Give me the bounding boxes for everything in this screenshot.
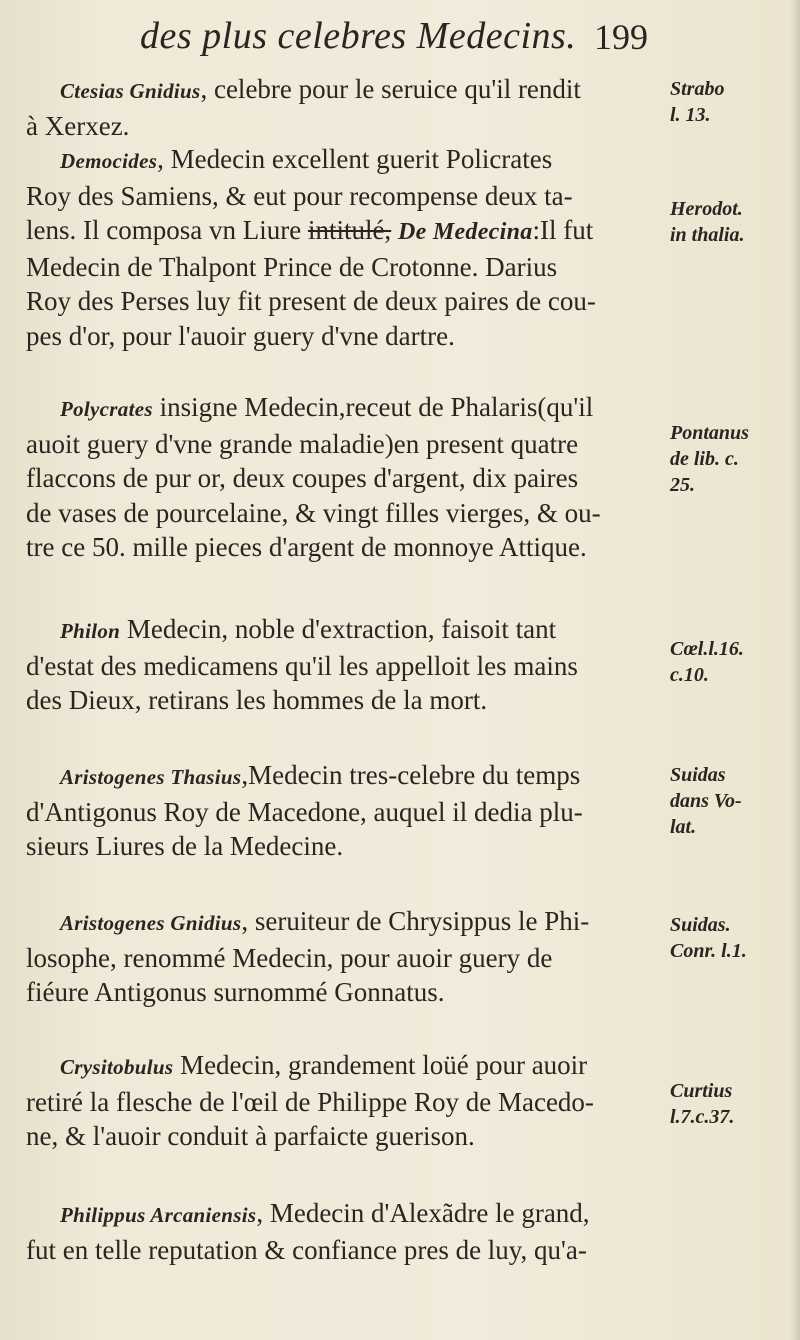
entry-line: des Dieux, retirans les hommes de la mort. bbox=[26, 685, 488, 715]
note-line: Curtius bbox=[670, 1080, 733, 1102]
margin-note bbox=[670, 912, 795, 964]
note-line: Suidas. bbox=[670, 914, 731, 936]
entry-text: , Medecin d'Alexãdre le grand, bbox=[256, 1198, 590, 1228]
entry-line bbox=[26, 612, 666, 649]
physician-name: Aristogenes Gnidius bbox=[60, 911, 242, 935]
entry-democides bbox=[26, 142, 666, 353]
entry-line bbox=[26, 72, 666, 109]
entry-line: d'Antigonus Roy de Macedone, auquel il dedia plu- bbox=[26, 796, 583, 827]
note-line: 25. bbox=[670, 474, 695, 496]
margin-note bbox=[670, 420, 795, 498]
entry-text: lens. Il composa vn Liure bbox=[26, 215, 302, 245]
physician-name: Aristogenes Thasius bbox=[60, 765, 242, 789]
note-line: in thalia. bbox=[670, 224, 745, 246]
note-line: l.7.c.37. bbox=[670, 1106, 735, 1128]
entry-text: insigne Medecin,receut de Phalaris(qu'il bbox=[152, 392, 594, 422]
entry-aristogenes-gnidius bbox=[26, 904, 666, 1010]
entry-philon bbox=[26, 612, 666, 718]
running-title: des plus celebres Medecins. bbox=[140, 15, 577, 57]
note-line: Strabo bbox=[670, 78, 725, 100]
entry-line: auoit guery d'vne grande maladie)en present quatre bbox=[26, 428, 579, 459]
physician-name: Philon bbox=[60, 619, 121, 643]
entry-text: ,Medecin tres-celebre du temps bbox=[241, 760, 581, 790]
entry-polycrates bbox=[26, 390, 666, 565]
entry-text: , Medecin excellent guerit Policrates bbox=[157, 144, 553, 174]
page-number: 199 bbox=[594, 17, 648, 57]
entry-line: Roy des Perses luy fit present de deux paires de cou- bbox=[26, 286, 596, 316]
entry-line: sieurs Liures de la Medecine. bbox=[26, 831, 344, 861]
entry-ctesias bbox=[26, 72, 666, 143]
entry-line: fiéure Antigonus surnommé Gonnatus. bbox=[26, 977, 445, 1007]
margin-note bbox=[670, 762, 795, 840]
entry-line bbox=[26, 390, 666, 427]
entry-line: d'estat des medicamens qu'il les appelloit les mains bbox=[26, 650, 578, 681]
note-line: c.10. bbox=[670, 664, 709, 686]
entry-line: retiré la flesche de l'œil de Philippe Roy de Macedo- bbox=[26, 1086, 594, 1117]
entry-aristogenes-thasius bbox=[26, 758, 666, 864]
note-line: Conr. l.1. bbox=[670, 940, 747, 962]
entry-line: flaccons de pur or, deux coupes d'argent, dix paires bbox=[26, 463, 579, 493]
note-line: dans Vo- bbox=[670, 790, 742, 812]
entry-text: Medecin, noble d'extraction, faisoit tant bbox=[120, 614, 557, 644]
entry-line: de vases de pourcelaine, & vingt filles vierges, & ou- bbox=[26, 497, 601, 528]
entry-line: pes d'or, pour l'auoir guery d'vne dartre. bbox=[26, 320, 455, 351]
physician-name: Democides bbox=[60, 149, 158, 173]
physician-name: Ctesias Gnidius bbox=[60, 79, 201, 103]
note-line: Cœl.l.16. bbox=[670, 638, 744, 660]
physician-name: Polycrates bbox=[60, 397, 153, 421]
margin-note bbox=[670, 196, 795, 248]
entry-line: tre ce 50. mille pieces d'argent de monnoye Attique. bbox=[26, 532, 587, 562]
note-line: Pontanus bbox=[670, 422, 749, 444]
entry-line bbox=[26, 1196, 666, 1233]
entry-crysitobulus bbox=[26, 1048, 666, 1154]
entry-line bbox=[26, 1048, 666, 1085]
entry-line: ne, & l'auoir conduit à parfaicte guerison. bbox=[26, 1121, 475, 1151]
entry-line: à Xerxez. bbox=[26, 110, 130, 141]
entry-text: , celebre pour le seruice qu'il rendit bbox=[200, 74, 581, 104]
entry-philippus bbox=[26, 1196, 666, 1267]
margin-note bbox=[670, 1078, 795, 1130]
note-line: Suidas bbox=[670, 764, 726, 786]
book-title: De Medecina bbox=[397, 219, 533, 245]
note-line: lat. bbox=[670, 816, 697, 838]
struck-word: intitulé, bbox=[307, 215, 392, 245]
margin-note bbox=[670, 76, 795, 128]
entry-text: :Il fut bbox=[532, 215, 594, 245]
entry-line bbox=[26, 142, 666, 179]
entry-text: , seruiteur de Chrysippus le Phi- bbox=[241, 906, 590, 936]
entry-line bbox=[26, 213, 666, 250]
physician-name: Philippus Arcaniensis bbox=[60, 1203, 257, 1227]
entry-line: Roy des Samiens, & eut pour recompense deux ta- bbox=[26, 180, 573, 211]
entry-line: fut en telle reputation & confiance pres de luy, qu'a- bbox=[26, 1234, 587, 1265]
physician-name: Crysitobulus bbox=[60, 1055, 174, 1079]
entry-line: Medecin de Thalpont Prince de Crotonne. Darius bbox=[26, 251, 558, 282]
note-line: l. 13. bbox=[670, 104, 711, 126]
entry-line bbox=[26, 904, 666, 941]
note-line: Herodot. bbox=[670, 198, 743, 220]
entry-line bbox=[26, 758, 666, 795]
page-header bbox=[0, 14, 800, 64]
margin-note bbox=[670, 636, 795, 688]
note-line: de lib. c. bbox=[670, 448, 739, 470]
entry-text: Medecin, grandement loüé pour auoir bbox=[173, 1050, 588, 1080]
entry-line: losophe, renommé Medecin, pour auoir guery de bbox=[26, 942, 553, 973]
